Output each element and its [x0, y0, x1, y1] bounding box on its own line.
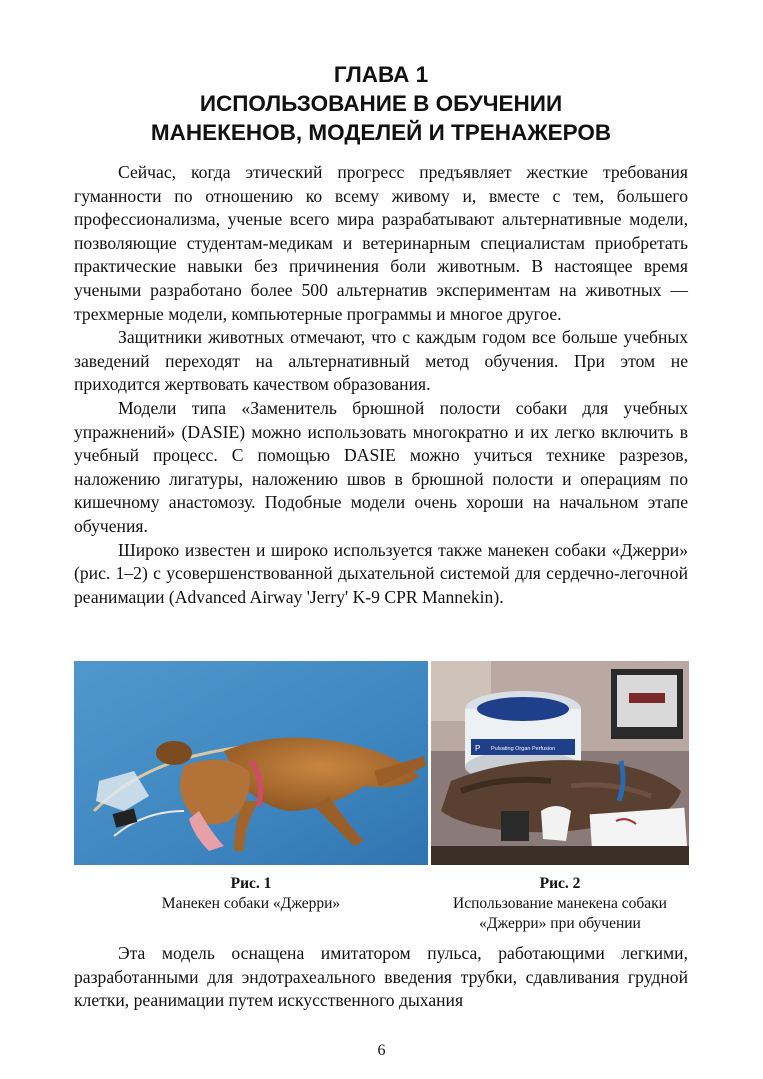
- body-text-continued: [74, 942, 688, 1013]
- chapter-heading: [74, 60, 688, 147]
- figure-2-caption-text: Использование манекена собаки «Джерри» при обучении: [453, 895, 667, 932]
- figure-2-photo: [431, 661, 689, 865]
- figure-1-photo: [74, 661, 428, 865]
- chapter-number: ГЛАВА 1: [333, 62, 429, 87]
- device-logo: P: [475, 744, 481, 753]
- figure-1-caption-text: Манекен собаки «Джерри»: [161, 895, 341, 912]
- paragraph: Широко известен и широко используется также манекен собаки «Джерри» (рис. 1–2) с усовершенствованной дыхательной системой для сердечно-легочной реанимации (Advanced Airway 'Jerry' K-9 CPR Mannekin).: [74, 539, 688, 607]
- chapter-title-line-2: МАНЕКЕНОВ, МОДЕЛЕЙ И ТРЕНАЖЕРОВ: [150, 120, 612, 145]
- figure-1-caption: [74, 874, 428, 914]
- device-label: Pulsating Organ Perfusion: [491, 746, 556, 752]
- paragraph: Модели типа «Заменитель брюшной полости собаки для учебных упражнений» (DASIE) можно использовать многократно и их легко включить в учебный процесс. С помощью DASIE можно учиться технике разрезов, наложению лигатуры, наложению швов в брюшной полости и операциям по кишечному анастомозу. Подобные модели очень хороши на начальном этапе обучения.: [74, 397, 688, 536]
- figure-2-caption: [431, 874, 689, 934]
- paragraph: Защитники животных отмечают, что с каждым годом все больше учебных заведений переходят на альтернативный метод обучения. При этом не приходится жертвовать качеством образования.: [74, 327, 688, 395]
- paragraph: Сейчас, когда этический прогресс предъявляет жесткие требования гуманности по отношению ко всему живому и, вместе с тем, большего профессионализма, ученые всего мира разрабатывают альтернативные модели, позволяющие студентам-медикам и ветеринарным специалистам приобретать практические навыки без причинения боли животным. В настоящее время учеными разработано более 500 альтернатив экспериментам на животных — трехмерные модели, компьютерные программы и многое другое.: [74, 162, 688, 324]
- figure-2-label: Рис. 2: [539, 875, 581, 892]
- paragraph: Эта модель оснащена имитатором пульса, работающими легкими, разработанными для эндотрахеального введения трубки, сдавливания грудной клетки, реанимации путем искусственного дыхания: [74, 943, 688, 1011]
- figure-1-label: Рис. 1: [230, 875, 272, 892]
- page-number: 6: [377, 1042, 386, 1059]
- body-text: [74, 161, 688, 609]
- chapter-title-line-1: ИСПОЛЬЗОВАНИЕ В ОБУЧЕНИИ: [199, 91, 563, 116]
